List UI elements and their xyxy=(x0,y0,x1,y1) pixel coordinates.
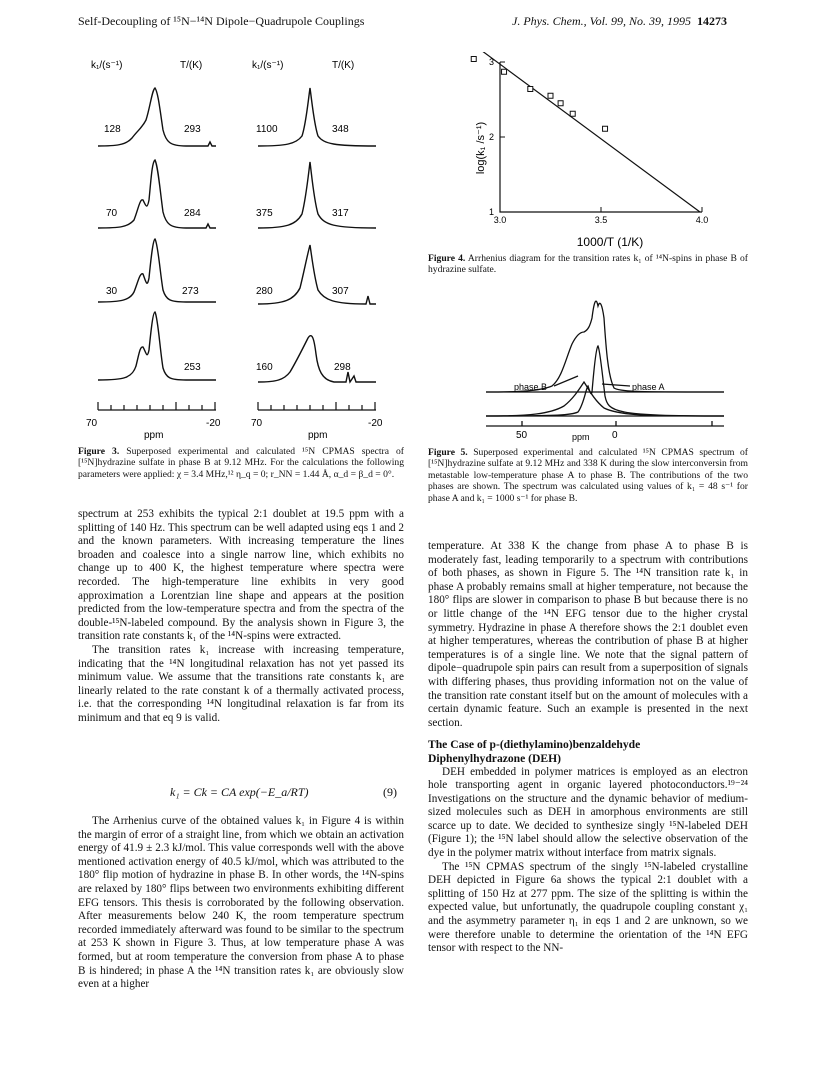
fig3-left-axis xyxy=(98,402,216,410)
figure-4-caption xyxy=(428,253,748,276)
fig5-label-phase-a: phase A xyxy=(632,382,665,392)
fig3-k-30: 30 xyxy=(106,286,118,297)
figure-3-caption xyxy=(78,446,404,480)
fig3-right-axis-unit: ppm xyxy=(308,430,328,441)
fig4-data-point xyxy=(558,101,563,106)
figure-5-caption-label: Figure 5. xyxy=(428,447,468,458)
fig5-phase-a-pointer xyxy=(602,384,630,386)
fig4-x-tick-label: 4.0 xyxy=(695,215,709,225)
running-header-journal xyxy=(512,14,727,29)
fig5-phase-a-curve xyxy=(486,346,724,416)
equation-9-number: (9) xyxy=(383,785,397,799)
fig4-y-tick-label: 3 xyxy=(488,57,494,67)
fig3-right-k-header: k₁/(s⁻¹) xyxy=(252,60,284,71)
fig3-k-375: 375 xyxy=(256,208,273,219)
fig3-left-axis-unit: ppm xyxy=(144,430,164,441)
page-number: 14273 xyxy=(697,14,727,28)
section-heading-line-2: Diphenylhydrazone (DEH) xyxy=(428,751,562,765)
fig3-right-t-header: T/(K) xyxy=(332,60,355,71)
fig3-spectrum-280 xyxy=(258,245,376,304)
fig4-data-point xyxy=(548,93,553,98)
fig4-data-point xyxy=(570,111,575,116)
fig3-t-348: 348 xyxy=(332,124,349,135)
fig3-t-307: 307 xyxy=(332,286,349,297)
left-column-text-2 xyxy=(78,815,404,992)
right-paragraph-2: DEH embedded in polymer matrices is employed as an electron hole transporting agent in organic layered photoconductors.¹⁹⁻²⁴ Investigations on the structure and the dynamic behavior of medium-sized molecules such as DEH in amorphous environments are still scarce up to date. We decided to synthesize singly ¹⁵N-labeled DEH (Figure 1); the ¹⁵N label should allow the selective observation of the dye in the polymer matrix without interface from matrix signals. xyxy=(428,765,748,860)
figure-5-caption-text: Superposed experimental and calculated ¹⁵N CPMAS spectrum of [¹⁵N]hydrazine sulfate at 9.12 MHz and 338 K during the slow interconversin from metastable low-temperature phase A to phase B. The contributions of the two phases are shown. The spectrum was calculated using values of k₁ = 48 s⁻¹ for phase A and k₁ = 1000 s⁻¹ for phase B. xyxy=(428,447,748,504)
fig4-x-tick-label: 3.0 xyxy=(493,215,507,225)
figure-5-caption xyxy=(428,447,748,504)
figure-4-caption-text: Arrhenius diagram for the transition rates k₁ of ¹⁴N-spins in phase B of hydrazine sulfate. xyxy=(428,253,748,276)
fig3-left-axis-70: 70 xyxy=(86,418,98,429)
fig4-x-tick-label: 3.5 xyxy=(594,215,608,225)
fig3-spectrum-128 xyxy=(98,88,216,146)
fig4-data-point xyxy=(528,87,533,92)
fig4-data-point xyxy=(502,69,507,74)
fig4-y-tick-label: 1 xyxy=(488,207,494,217)
running-header-title: Self-Decoupling of ¹⁵N−¹⁴N Dipole−Quadrupole Couplings xyxy=(78,14,365,28)
fig4-data-point xyxy=(603,126,608,131)
fig3-left-k-header: k₁/(s⁻¹) xyxy=(91,60,123,71)
fig5-experimental-curve xyxy=(486,301,724,392)
fig3-left-t-header: T/(K) xyxy=(180,60,203,71)
fig5-axis xyxy=(486,421,724,426)
left-paragraph-2: The transition rates k₁ increase with increasing temperature, indicating that the ¹⁴N longitudinal relaxation has not yet passed its minimum value. We assume that the transitions rate constants k₁ are linearly related to the rate constant k of a thermally activated process, i.e. that the corresponding ¹⁴N longitudinal relaxation is far from its minimum and that eq 9 is valid. xyxy=(78,643,404,724)
figure-3-caption-label: Figure 3. xyxy=(78,446,120,457)
fig5-label-phase-b: phase B xyxy=(514,382,548,392)
figure-4-caption-label: Figure 4. xyxy=(428,253,466,264)
fig3-right-axis xyxy=(258,402,376,410)
fig3-right-axis-70: 70 xyxy=(251,418,263,429)
fig5-axis-50: 50 xyxy=(516,430,528,441)
fig4-y-axis-label: log(k₁ /s⁻¹) xyxy=(475,121,487,175)
fig3-t-293: 293 xyxy=(184,124,201,135)
fig4-x-axis-label: 1000/T (1/K) xyxy=(576,235,644,249)
fig3-k-70: 70 xyxy=(106,208,118,219)
fig3-spectrum-375 xyxy=(258,162,376,228)
section-heading-line-1: The Case of p-(diethylamino)benzaldehyde xyxy=(428,738,641,752)
figure-3-caption-text: Superposed experimental and calculated ¹⁵N CPMAS spectra of [¹⁵N]hydrazine sulfate in phase B at 9.12 MHz. For the calculations the following parameters were applied: χ = 3.4 MHz,¹² η_q = 0; r_NN = 1.44 Å, α_d = β_d = 0°. xyxy=(78,446,404,480)
fig3-t-298: 298 xyxy=(334,362,351,373)
left-paragraph-3: The Arrhenius curve of the obtained values k₁ in Figure 4 is within the margin of error of a straight line, from which we obtain an activation energy of 41.9 ± 2.3 kJ/mol. This value corresponds well with the above mentioned activation energy of 40.5 kJ/mol, which was attributed to the 180° flip motion of hydrazine in phase B. In other words, the ¹⁴N-spins are relaxed by 180° flips between two environments exhibiting different EFG tensors. This thesis is corroborated by the following observation. After measurements below 240 K, the room temperature spectrum recorded immediately afterward was found to be similar to the spectrum at 253 K shown in Figure 3. Thus, at low temperature phase A was formed, but at room temperature the conversion from phase A to phase B is hindered; in phase A the ¹⁴N transition rates k₁ are obviously slow even at a higher xyxy=(78,815,404,991)
fig4-y-tick-label: 2 xyxy=(488,132,494,142)
fig3-t-317: 317 xyxy=(332,208,349,219)
figure-3-spectra xyxy=(76,50,406,445)
figure-5-spectrum xyxy=(480,288,730,443)
fig5-axis-0: 0 xyxy=(612,430,618,441)
fig5-axis-unit: ppm xyxy=(572,432,590,442)
right-column-text xyxy=(428,540,748,956)
right-paragraph-1: temperature. At 338 K the change from phase A to phase B is moderately fast, leading temporarily to a spectrum with contributions of both phases, as shown in Figure 5. The ¹⁴N transition rate k₁ in phase A probably remains small at higher temperature, not because the 180° flips are slower in comparison to phase B but because there is no or little change of the ¹⁴N EFG tensor due to the higher crystal symmetry. Hydrazine in phase A therefore shows the 2:1 doublet even at higher temperatures, whereas the contribution of phase B at higher temperatures is of a single line. We note that the signal pattern of dipole−quadrupole spin pairs can result from a superposition of signals with differing phases, thus providing information not on the value of the transition rate constant itself but on the amount of molecules with a certain dynamic feature. Such an example is presented in the next section. xyxy=(428,540,748,729)
journal-citation: J. Phys. Chem., Vol. 99, No. 39, 1995 xyxy=(512,14,691,28)
fig3-t-284: 284 xyxy=(184,208,201,219)
fig3-k-280: 280 xyxy=(256,286,273,297)
fig3-t-273: 273 xyxy=(182,286,199,297)
fig3-k-160: 160 xyxy=(256,362,273,373)
equation-9: k₁ = Ck = CA exp(−E_a/RT) xyxy=(170,785,309,799)
fig3-left-axis-minus20: -20 xyxy=(206,418,221,429)
fig3-k-128: 128 xyxy=(104,124,121,135)
fig5-phase-b-pointer xyxy=(554,376,578,386)
left-column-text-1 xyxy=(78,508,404,726)
fig3-spectrum-1100 xyxy=(258,88,376,146)
figure-4-arrhenius-plot xyxy=(470,52,740,252)
fig4-fit-line xyxy=(474,52,700,212)
fig3-k-1100: 1100 xyxy=(256,124,278,135)
fig3-spectrum-160 xyxy=(258,336,376,382)
fig4-data-point xyxy=(471,57,476,62)
left-paragraph-1: spectrum at 253 exhibits the typical 2:1 doublet at 19.5 ppm with a splitting of 140 Hz. This spectrum can be well adapted using eqs 1 and 2 and the known parameters. With increasing temperature the lines broaden and coalesce into a single narrow line, which exhibits no change up to 400 K, the highest temperature where spectra were recorded. The high-temperature line exhibits in very good approximation a Lorentzian line shape and appears at the position predicted from the low-temperature spectra and from the spectra of the double-¹⁵N-labeled compound. By the analysis shown in Figure 3, the transition rate constants k₁ of the ¹⁴N-spins were extracted. xyxy=(78,508,404,643)
fig3-right-axis-minus20: -20 xyxy=(368,418,383,429)
fig4-axes xyxy=(500,62,702,212)
fig3-t-253: 253 xyxy=(184,362,201,373)
right-paragraph-3: The ¹⁵N CPMAS spectrum of the singly ¹⁵N-labeled crystalline DEH depicted in Figure 6a shows the typical 2:1 doublet with a splitting of 150 Hz at 277 ppm. The size of the splitting is within the expected value, but unfortunatly, the quadrupole coupling constant χ₁ and the asymmetry parameter η₁ in eqs 1 and 2 are unknown, so we were therefore unable to determine the orientation of the ¹⁴N EFG tensor with respect to the NN- xyxy=(428,860,748,955)
